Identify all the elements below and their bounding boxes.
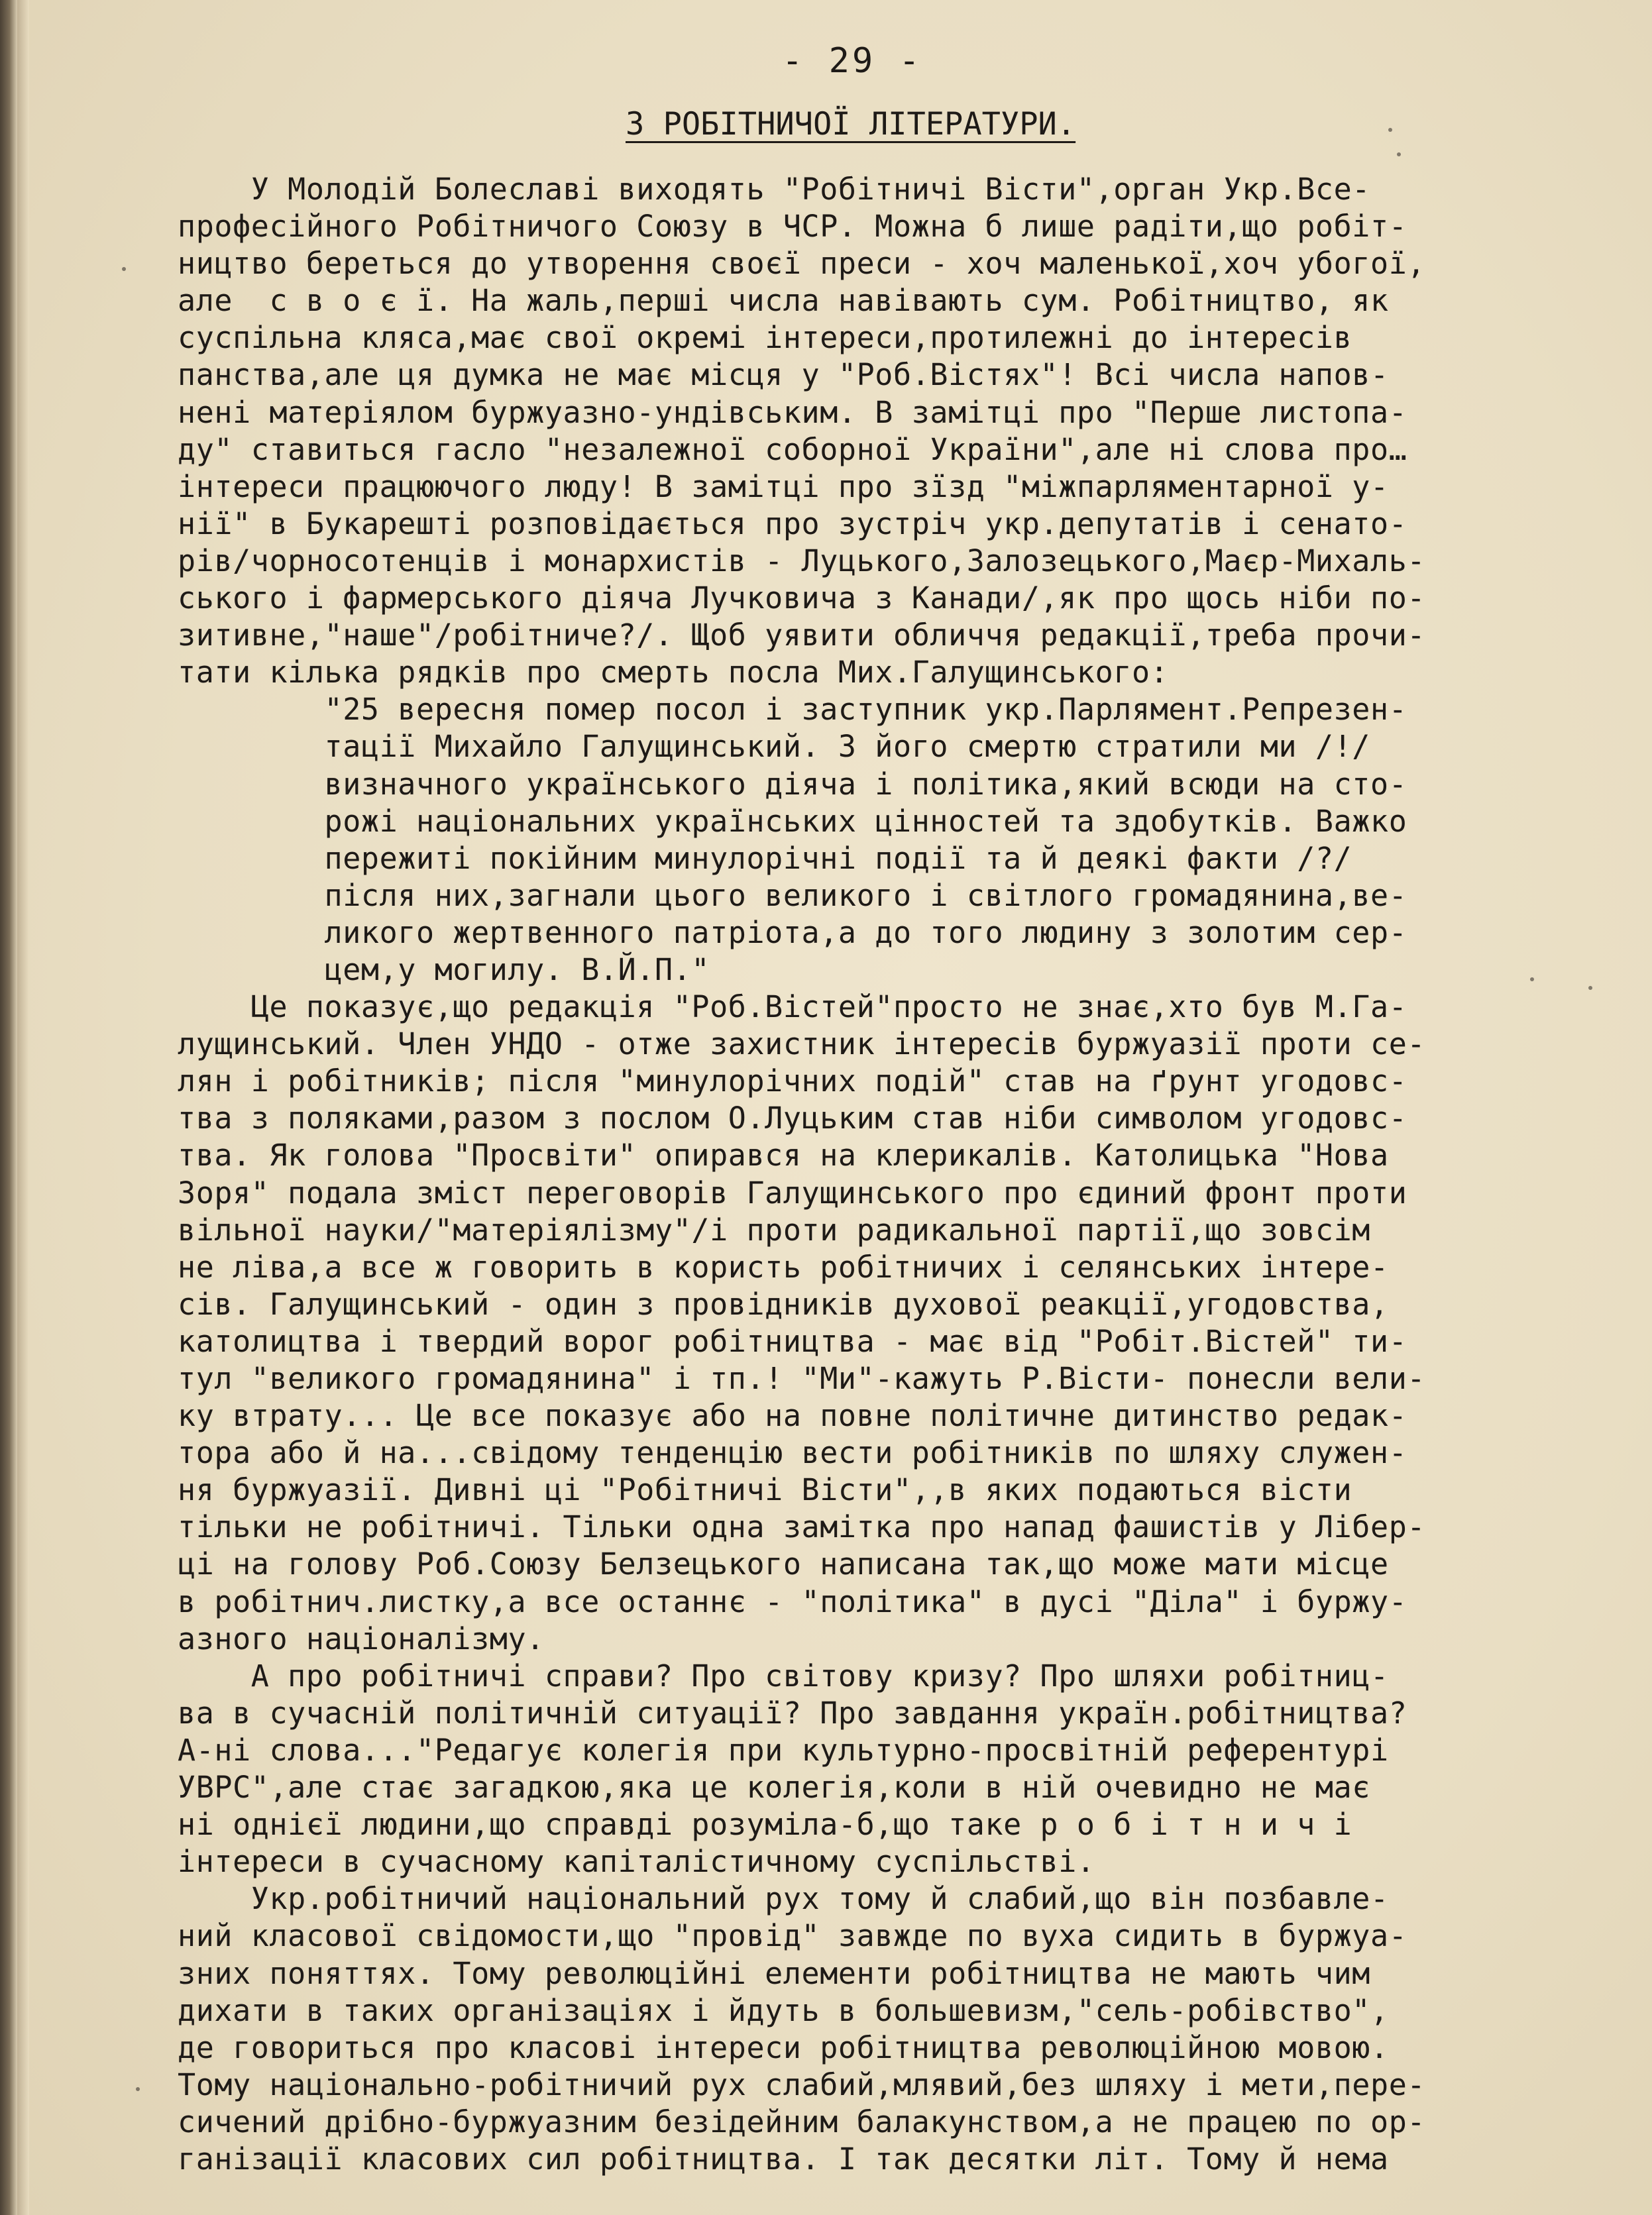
- quote-line: після них,загнали цього великого і світлого громадянина,ве-: [178, 877, 1407, 913]
- binding-shadow: [17, 0, 29, 2215]
- quote-line: ликого жертвенного патріота,а до того людину з золотим сер-: [178, 914, 1407, 950]
- text-line: Це показує,що редакція "Роб.Вістей"просто не знає,хто був М.Га-: [178, 989, 1407, 1025]
- quote-line: тації Михайло Галущинський. З його смертю стратили ми /!/: [178, 729, 1370, 765]
- ink-speck: [136, 2087, 140, 2091]
- text-line: У Молодій Болеславі виходять "Робітничі Вісти",орган Укр.Все-: [178, 172, 1370, 207]
- text-line: ду" ставиться гасло "незалежної соборної України",але ні слова про…: [178, 431, 1407, 467]
- text-line: ського і фармерського діяча Лучковича з Канади/,як про щось ніби по-: [178, 580, 1426, 616]
- text-line: інтереси в сучасному капіталістичному суспільстві.: [178, 1844, 1095, 1880]
- text-line: суспільна кляса,має свої окремі інтереси,протилежні до інтересів: [178, 320, 1352, 356]
- text-line: ку втрату... Це все показує або на повне політичне дитинство редак-: [178, 1398, 1407, 1434]
- text-line: сичений дрібно-буржуазним безідейним балакунством,а не працею по ор-: [178, 2104, 1426, 2139]
- ink-speck: [1397, 152, 1401, 156]
- page-title: З РОБІТНИЧОЇ ЛІТЕРАТУРИ.: [626, 106, 1076, 142]
- text-line: тора або й на...свідому тенденцію вести робітників по шляху служен-: [178, 1435, 1407, 1471]
- quote-line: рожі національних українських цінностей та здобутків. Важко: [178, 803, 1407, 839]
- text-line: ня буржуазії. Дивні ці "Робітничі Вісти",,в яких подаються вісти: [178, 1472, 1352, 1508]
- text-line: лущинський. Член УНДО - отже захистник інтересів буржуазії проти се-: [178, 1026, 1426, 1062]
- text-line: ці на голову Роб.Союзу Белзецького написана так,що може мати місце: [178, 1546, 1389, 1582]
- binding-edge: [0, 0, 17, 2215]
- text-line: тати кілька рядків про смерть посла Мих.Галущинського:: [178, 655, 1169, 690]
- text-line: дихати в таких організаціях і йдуть в большевизм,"сель-робівство",: [178, 1992, 1389, 2028]
- text-line: професійного Робітничого Союзу в ЧСР. Можна б лише радіти,що робіт-: [178, 209, 1407, 244]
- text-line: ництво береться до утворення своєї преси - хоч маленької,хоч убогої,: [178, 246, 1426, 282]
- text-line: Тому національно-робітничий рух слабий,млявий,без шляху і мети,пере-: [178, 2067, 1426, 2102]
- text-line: А-ні слова..."Редагує колегія при культурно-просвітній референтурі: [178, 1732, 1389, 1768]
- text-line: ний класової свідомости,що "провід" завжде по вуха сидить в буржуа-: [178, 1918, 1407, 1954]
- text-line: азного націоналізму.: [178, 1621, 545, 1656]
- page-number: - 29 -: [782, 41, 922, 81]
- text-line: в робітнич.листку,а все останнє - "політика" в дусі "Діла" і буржу-: [178, 1584, 1407, 1619]
- text-line: але с в о є ї. На жаль,перші числа навівають сум. Робітництво, як: [178, 283, 1389, 319]
- text-line: не ліва,а все ж говорить в користь робітничих і селянських інтере-: [178, 1249, 1389, 1285]
- text-line: тул "великого громадянина" і тп.! "Ми"-кажуть Р.Вісти- понесли вели-: [178, 1361, 1426, 1396]
- text-line: А про робітничі справи? Про світову кризу? Про шляхи робітниц-: [178, 1658, 1389, 1694]
- text-line: католицтва і твердий ворог робітництва - має від "Робіт.Вістей" ти-: [178, 1323, 1407, 1359]
- text-line: вільної науки/"матеріялізму"/і проти радикальної партії,що зовсім: [178, 1212, 1370, 1248]
- text-line: ні однієї людини,що справді розуміла-б,що таке р о б і т н и ч і: [178, 1807, 1352, 1843]
- text-line: тва з поляками,разом з послом О.Луцьким став ніби символом угодовс-: [178, 1101, 1407, 1136]
- text-line: рів/чорносотенців і монархистів - Луцького,Залозецького,Маєр-Михаль-: [178, 543, 1426, 578]
- text-line: ганізації класових сил робітництва. І так десятки літ. Тому й нема: [178, 2141, 1389, 2177]
- quote-line: визначного українського діяча і політика,який всюди на сто-: [178, 766, 1407, 802]
- text-line: нені матеріялом буржуазно-ундівським. В замітці про "Перше листопа-: [178, 394, 1407, 430]
- text-line: тільки не робітничі. Тільки одна замітка про напад фашистів у Лібер-: [178, 1509, 1426, 1545]
- text-line: Зоря" подала зміст переговорів Галущинського про єдиний фронт проти: [178, 1175, 1407, 1211]
- quote-line: цем,у могилу. В.Й.П.": [178, 951, 710, 987]
- text-line: УВРС",але стає загадкою,яка це колегія,коли в ній очевидно не має: [178, 1770, 1370, 1806]
- ink-speck: [1388, 128, 1392, 132]
- quote-line: пережиті покійним минулорічні події та й деякі факти /?/: [178, 840, 1352, 876]
- ink-speck: [1588, 986, 1592, 990]
- text-line: Укр.робітничий національний рух тому й слабий,що він позбавле-: [178, 1881, 1389, 1917]
- text-line: тва. Як голова "Просвіти" опирався на клерикалів. Католицька "Нова: [178, 1138, 1389, 1173]
- text-line: нії" в Букарешті розповідається про зустріч укр.депутатів і сенато-: [178, 506, 1407, 541]
- text-line: панства,але ця думка не має місця у "Роб.Вістях"! Всі числа напов-: [178, 357, 1389, 393]
- text-line: лян і робітників; після "минулорічних подій" став на ґрунт угодовс-: [178, 1063, 1407, 1099]
- body-text: [178, 171, 1566, 2178]
- ink-speck: [122, 267, 126, 271]
- quote-line: "25 вересня помер посол і заступник укр.Парлямент.Репрезен-: [178, 692, 1407, 728]
- text-line: ва в сучасній політичній ситуації? Про завдання україн.робітництва?: [178, 1695, 1407, 1731]
- text-line: де говориться про класові інтереси робітництва революційною мовою.: [178, 2029, 1389, 2065]
- text-line: сів. Галущинський - один з провідників духової реакції,угодовства,: [178, 1286, 1389, 1322]
- text-line: зних поняттях. Тому революційні елементи робітництва не мають чим: [178, 1955, 1370, 1991]
- text-line: інтереси працюючого люду! В замітці про зїзд "міжпарляментарної у-: [178, 468, 1389, 504]
- text-line: зитивне,"наше"/робітниче?/. Щоб уявити обличчя редакції,треба прочи-: [178, 618, 1426, 653]
